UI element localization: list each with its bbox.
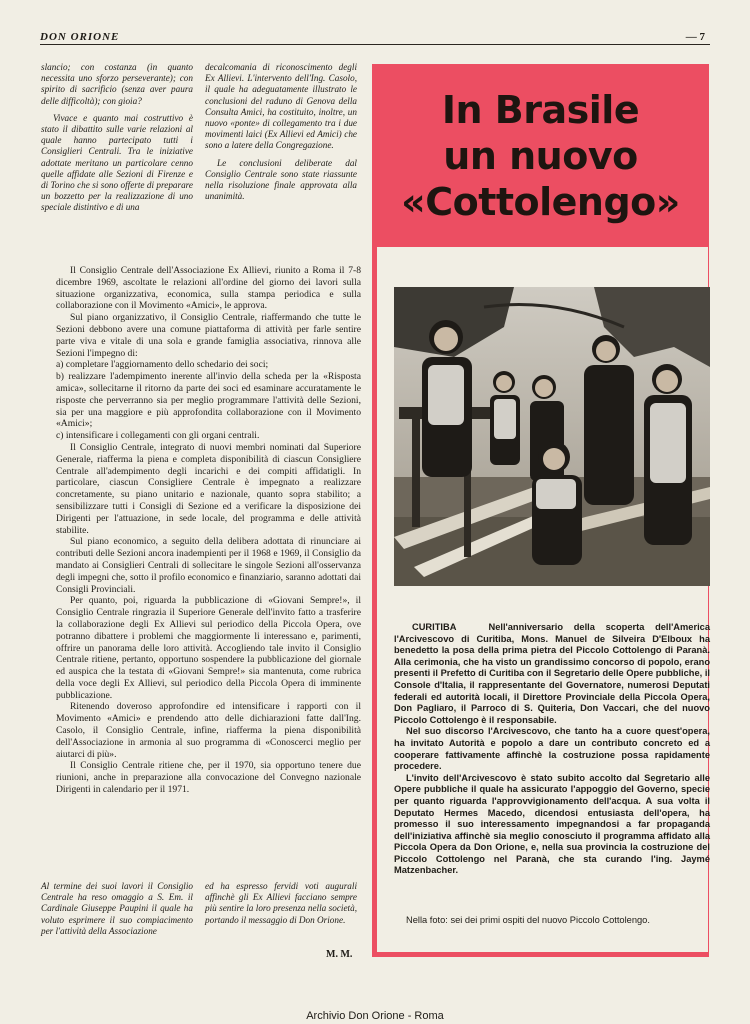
dateline: CURITIBA bbox=[412, 622, 457, 632]
lead-paragraph: Vivace e quanto mai costruttivo è stato il dibattito sulle varie relazioni al quale hanno partecipato tutti i Consiglieri Centrali. Tra le iniziative adottate meritano un particolare cenno quelle affidate alle Sezioni di Firenze e di Torino che si sono offerte di preparare un bozzetto per la realizzazione di uno speciale distintivo e di una bbox=[41, 112, 193, 213]
feature-story bbox=[394, 622, 710, 877]
signature: M. M. bbox=[326, 949, 353, 960]
resolution-paragraph: Sul piano organizzativo, il Consiglio Centrale, riaffermando che tutte le Sezioni debbono avere una comune piattaforma di attività per farle sentire parte viva e vitale di una sola e grande famiglia associativa, rinnova alle Sezioni l'impegno di: bbox=[56, 312, 361, 359]
feature-title-line: «Cottolengo» bbox=[401, 179, 680, 224]
story-paragraph bbox=[394, 622, 710, 726]
lead-paragraph: Le conclusioni deliberate dal Consiglio Centrale sono state riassunte nella risoluzione finale approvata alla unanimità. bbox=[205, 157, 357, 202]
resolution-list-item: b) realizzare l'adempimento inerente all'invio della scheda per la «Risposta amica», sollecitarne il ritorno da parte dei soci ed esaminare accuratamente le risposte che perverranno sia per meglio programmare l'attività delle Sezioni, sia per una maggiore e più approfondita collaborazione con il Movimento «Amici»; bbox=[56, 371, 361, 430]
story-text: Nell'anniversario della scoperta dell'America l'Arcivescovo di Curitiba, Mons. Manuel de Silveira D'Elboux ha benedetto la posa della prima pietra del Piccolo Cottolengo di Paranà. Alla cerimonia, che ha visto un grandissimo concorso di popolo, erano presenti il Prefetto di Curitiba con il Segretario delle Opere pubbliche, il Console d'Italia, il rappresentante del Governatore, numerosi Deputati federali ed autorità locali, il Direttore Provinciale della Piccola Opera, Don Pagliaro, il Parroco di S. Quiteria, Don Vaccari, che del nuovo Piccolo Cottolengo è il responsabile. bbox=[394, 622, 710, 725]
story-paragraph: L'invito dell'Arcivescovo è stato subito accolto dal Segretario alle Opere pubbliche il quale ha assicurato l'appoggio del Governo, specie per quanto riguarda l'approvvigionamento dell'acqua. A sua volta il Deputato Hermes Macedo, dicendosi entusiasta dell'opera, ha promesso il suo interessamento impegnandosi a far propaganda dell'iniziativa affinchè sia meglio conosciuto il programma affidato alla Piccola Opera da Don Orione, e, nella sua provincia la costruzione del Piccolo Cottolengo nel Paranà, che sta curando l'ing. Jaymé Matzenbacher. bbox=[394, 772, 710, 876]
lead-paragraph: decalcomania di riconoscimento degli Ex Allievi. L'intervento dell'Ing. Casolo, il quale ha adeguatamente illustrato le conclusioni del raduno di Genova della Consulta Amici, ha costituito, inoltre, un nuovo «ponte» di collegamento tra i due movimenti laici (Ex Allievi ed Amici) che sono a latere della Congregazione. bbox=[205, 62, 357, 151]
resolution-paragraph: Il Consiglio Centrale ritiene che, per il 1970, sia opportuno tenere due riunioni, anche in preparazione alla convocazione del Convegno nazionale Dirigenti in calendario per il 1971. bbox=[56, 760, 361, 796]
closing-column-1: Al termine dei suoi lavori il Consiglio Centrale ha reso omaggio a S. Em. il Cardinale Giuseppe Paupini il quale ha voluto esprimere il suo compiacimento per l'attività della Associazione bbox=[41, 881, 193, 936]
resolution-text bbox=[56, 265, 361, 796]
resolution-paragraph: Il Consiglio Centrale, integrato di nuovi membri nominati dal Superiore Generale, riafferma la piena e completa disponibilità di ciascun Consigliere Centrale all'adempimento degli incarichi e dei compiti affidatigli. In particolare, ciascun Consigliere Centrale è impegnato a realizzare concretamente, su piano unitario e nazionale, quanto sopra stabilito; a sensibilizzare tutti i Consigli di Sezione ed a verificare la disposizione dei Dirigenti per l'attuazione, in sede locale, del programma e delle attività stabilite. bbox=[56, 441, 361, 536]
feature-title-line: In Brasile bbox=[441, 87, 640, 132]
resolution-list-item: c) intensificare i collegamenti con gli organi centrali. bbox=[56, 430, 260, 442]
header-rule bbox=[40, 44, 710, 45]
resolution-paragraph: Ritenendo doveroso approfondire ed intensificare i rapporti con il Movimento «Amici» e prendendo atto delle dichiarazioni fatte dall'Ing. Casolo, il Consiglio Centrale, infine, riafferma la piena disponibilità dell'Associazione in armonia al suo programma di «Conoscerci meglio per aiutarci di più». bbox=[56, 701, 361, 760]
resolution-paragraph: Per quanto, poi, riguarda la pubblicazione di «Giovani Sempre!», il Consiglio Centrale ringrazia il Superiore Generale dell'invito fatto a trasferire la collaborazione degli Ex Allievi sul periodico della Piccola Opera, ove potranno dibattere i problemi che maggiormente li interessano e, parimenti, offrire un panorama delle loro attività. Accogliendo tale invito il Consiglio Centrale ritiene, pertanto, opportuno sospendere la pubblicazione del giornale ed auspica che la testata di «Giovani Sempre!» sia mantenuta, come rubrica della voce degli Ex Allievi, sul periodico della Piccola Opera di imminente pubblicazione. bbox=[56, 595, 361, 701]
resolution-list-item: a) completare l'aggiornamento dello schedario dei soci; bbox=[56, 359, 269, 371]
lead-paragraph: slancio; con costanza (in quanto necessita uno sforzo perseverante); con spirito di sacrificio (senza aver paura delle difficoltà); con gioia? bbox=[41, 62, 193, 106]
children-photo bbox=[394, 287, 710, 586]
lead-column-1 bbox=[41, 62, 193, 220]
feature-title-line: un nuovo bbox=[443, 133, 638, 178]
feature-title-box bbox=[372, 64, 709, 247]
page-number: — 7 bbox=[685, 31, 705, 43]
resolution-paragraph: Il Consiglio Centrale dell'Associazione Ex Allievi, riunito a Roma il 7-8 dicembre 1969, ascoltate le relazioni all'ordine del giorno dei lavori sulla situazione organizzativa, economica, sulla stampa periodica e sulla collaborazione con il Movimento «Amici», le approva. bbox=[56, 265, 361, 312]
archive-footer: Archivio Don Orione - Roma bbox=[306, 1010, 444, 1022]
resolution-paragraph: Sul piano economico, a seguito della delibera adottata di rinunciare ai contributi delle Sezioni ancora inadempienti per il 1968 e 1969, il Consiglio da mandato ai Consiglieri Centrali di sollecitare le singole Sezioni all'osservanza degli impegni che, sotto il profilo economico e finanziario, saranno adottati dai Consigli Provinciali. bbox=[56, 536, 361, 595]
lead-column-2 bbox=[205, 62, 357, 208]
photo-caption: Nella foto: sei dei primi ospiti del nuovo Piccolo Cottolengo. bbox=[406, 915, 650, 925]
magazine-name: DON ORIONE bbox=[40, 31, 120, 43]
closing-column-2: ed ha espresso fervidi voti augurali affinchè gli Ex Allievi facciano sempre più sentire la loro presenza nella società, portando il messaggio di Don Orione. bbox=[205, 881, 357, 925]
story-paragraph: Nel suo discorso l'Arcivescovo, che tanto ha a cuore quest'opera, ha invitato Autorità e popolo a dare un contributo concreto ed a cooperare fattivamente affinchè la costruzione possa rapidamente procedere. bbox=[394, 726, 710, 772]
